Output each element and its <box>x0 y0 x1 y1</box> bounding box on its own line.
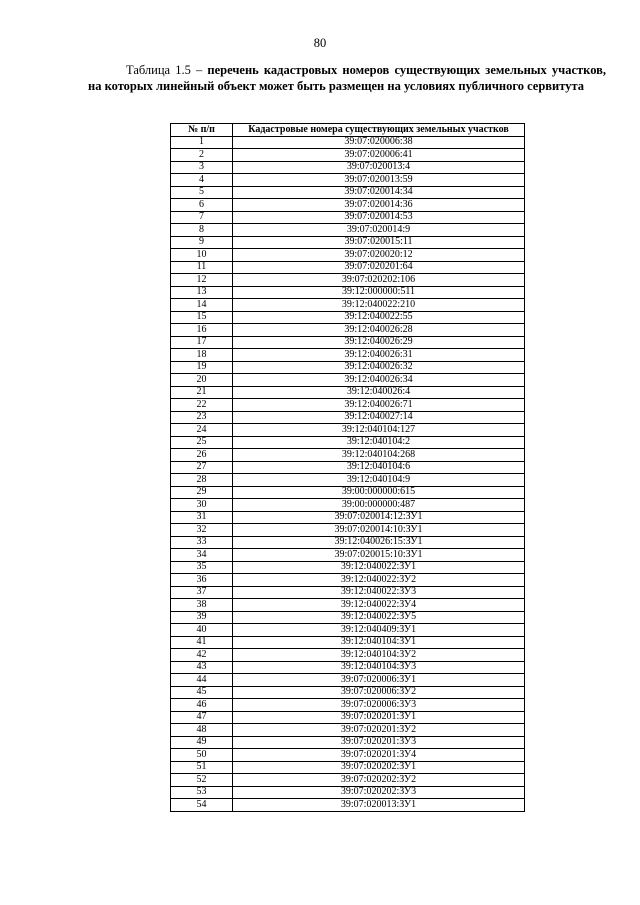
table-row <box>171 299 525 312</box>
table-row <box>171 324 525 337</box>
cadastral-number: 39:07:020014:36 <box>233 199 525 212</box>
row-number: 33 <box>171 536 233 549</box>
caption-lead: Таблица 1.5 – <box>126 63 203 77</box>
cadastral-number: 39:12:040022:55 <box>233 311 525 324</box>
row-number: 9 <box>171 236 233 249</box>
cadastral-number: 39:12:040022:ЗУ3 <box>233 586 525 599</box>
cadastral-number: 39:07:020015:11 <box>233 236 525 249</box>
table-row <box>171 561 525 574</box>
table-row <box>171 524 525 537</box>
table-row <box>171 399 525 412</box>
row-number: 37 <box>171 586 233 599</box>
table-row <box>171 274 525 287</box>
table-row <box>171 186 525 199</box>
header-cadastral: Кадастровые номера существующих земельных участков <box>233 124 525 137</box>
row-number: 40 <box>171 624 233 637</box>
table-row <box>171 799 525 812</box>
table-row <box>171 486 525 499</box>
table-row <box>171 286 525 299</box>
table-row <box>171 136 525 149</box>
row-number: 18 <box>171 349 233 362</box>
cadastral-number: 39:12:040104:ЗУ2 <box>233 649 525 662</box>
row-number: 7 <box>171 211 233 224</box>
row-number: 32 <box>171 524 233 537</box>
cadastral-number: 39:12:040104:9 <box>233 474 525 487</box>
table-row <box>171 686 525 699</box>
row-number: 17 <box>171 336 233 349</box>
row-number: 31 <box>171 511 233 524</box>
cadastral-numbers-table <box>170 123 525 812</box>
table-row <box>171 636 525 649</box>
row-number: 26 <box>171 449 233 462</box>
cadastral-number: 39:00:000000:615 <box>233 486 525 499</box>
cadastral-number: 39:12:040409:ЗУ1 <box>233 624 525 637</box>
row-number: 29 <box>171 486 233 499</box>
row-number: 13 <box>171 286 233 299</box>
cadastral-number: 39:07:020020:12 <box>233 249 525 262</box>
table-row <box>171 424 525 437</box>
row-number: 42 <box>171 649 233 662</box>
row-number: 1 <box>171 136 233 149</box>
row-number: 43 <box>171 661 233 674</box>
row-number: 6 <box>171 199 233 212</box>
table-row <box>171 786 525 799</box>
table-row <box>171 474 525 487</box>
cadastral-number: 39:12:040104:2 <box>233 436 525 449</box>
table-row <box>171 161 525 174</box>
table-row <box>171 461 525 474</box>
cadastral-number: 39:12:040026:31 <box>233 349 525 362</box>
cadastral-number: 39:07:020202:106 <box>233 274 525 287</box>
table-row <box>171 624 525 637</box>
row-number: 27 <box>171 461 233 474</box>
cadastral-number: 39:07:020201:ЗУ3 <box>233 736 525 749</box>
row-number: 3 <box>171 161 233 174</box>
row-number: 53 <box>171 786 233 799</box>
table-row <box>171 674 525 687</box>
table-row <box>171 699 525 712</box>
cadastral-number: 39:12:040026:32 <box>233 361 525 374</box>
row-number: 12 <box>171 274 233 287</box>
table-row <box>171 599 525 612</box>
cadastral-number: 39:12:040022:ЗУ4 <box>233 599 525 612</box>
table-row <box>171 611 525 624</box>
cadastral-number: 39:07:020014:53 <box>233 211 525 224</box>
cadastral-number: 39:07:020014:12:ЗУ1 <box>233 511 525 524</box>
row-number: 38 <box>171 599 233 612</box>
cadastral-number: 39:07:020013:ЗУ1 <box>233 799 525 812</box>
row-number: 14 <box>171 299 233 312</box>
table-row <box>171 249 525 262</box>
cadastral-number: 39:07:020006:41 <box>233 149 525 162</box>
cadastral-number: 39:12:040104:ЗУ1 <box>233 636 525 649</box>
row-number: 48 <box>171 724 233 737</box>
table-row <box>171 411 525 424</box>
row-number: 49 <box>171 736 233 749</box>
table-row <box>171 174 525 187</box>
table-row <box>171 386 525 399</box>
cadastral-number: 39:07:020013:59 <box>233 174 525 187</box>
row-number: 22 <box>171 399 233 412</box>
row-number: 45 <box>171 686 233 699</box>
row-number: 46 <box>171 699 233 712</box>
row-number: 16 <box>171 324 233 337</box>
row-number: 51 <box>171 761 233 774</box>
row-number: 50 <box>171 749 233 762</box>
cadastral-number: 39:12:040026:4 <box>233 386 525 399</box>
row-number: 19 <box>171 361 233 374</box>
row-number: 4 <box>171 174 233 187</box>
row-number: 21 <box>171 386 233 399</box>
table-row <box>171 724 525 737</box>
row-number: 39 <box>171 611 233 624</box>
cadastral-number: 39:07:020201:64 <box>233 261 525 274</box>
table-row <box>171 449 525 462</box>
cadastral-number: 39:12:040022:ЗУ2 <box>233 574 525 587</box>
table-row <box>171 649 525 662</box>
cadastral-number: 39:12:040026:28 <box>233 324 525 337</box>
table-row <box>171 536 525 549</box>
cadastral-number: 39:12:040022:ЗУ1 <box>233 561 525 574</box>
table-row <box>171 661 525 674</box>
table-row <box>171 211 525 224</box>
table-row <box>171 224 525 237</box>
cadastral-number: 39:07:020014:10:ЗУ1 <box>233 524 525 537</box>
table-row <box>171 761 525 774</box>
caption-title: перечень кадастровых номеров существующих земельных участков, на которых линейный объект может быть размещен на условиях публичного сервитута <box>88 63 607 93</box>
cadastral-number: 39:07:020006:ЗУ1 <box>233 674 525 687</box>
table-row <box>171 574 525 587</box>
table-row <box>171 374 525 387</box>
table-row <box>171 349 525 362</box>
cadastral-number: 39:07:020014:34 <box>233 186 525 199</box>
table-row <box>171 236 525 249</box>
row-number: 35 <box>171 561 233 574</box>
table-row <box>171 586 525 599</box>
cadastral-number: 39:07:020006:38 <box>233 136 525 149</box>
row-number: 24 <box>171 424 233 437</box>
cadastral-number: 39:12:040027:14 <box>233 411 525 424</box>
cadastral-number: 39:12:040104:6 <box>233 461 525 474</box>
row-number: 30 <box>171 499 233 512</box>
cadastral-number: 39:07:020201:ЗУ4 <box>233 749 525 762</box>
row-number: 5 <box>171 186 233 199</box>
cadastral-number: 39:12:040026:34 <box>233 374 525 387</box>
table-caption <box>88 62 606 94</box>
table-row <box>171 261 525 274</box>
table-row <box>171 711 525 724</box>
row-number: 28 <box>171 474 233 487</box>
table-header-row <box>171 124 525 137</box>
cadastral-number: 39:07:020201:ЗУ2 <box>233 724 525 737</box>
cadastral-number: 39:12:040104:127 <box>233 424 525 437</box>
table-row <box>171 749 525 762</box>
page-number: 80 <box>313 36 327 50</box>
row-number: 10 <box>171 249 233 262</box>
table-row <box>171 336 525 349</box>
cadastral-number: 39:12:040026:71 <box>233 399 525 412</box>
table-body <box>171 136 525 811</box>
row-number: 54 <box>171 799 233 812</box>
cadastral-number: 39:07:020202:ЗУ3 <box>233 786 525 799</box>
row-number: 47 <box>171 711 233 724</box>
table-row <box>171 199 525 212</box>
row-number: 34 <box>171 549 233 562</box>
cadastral-number: 39:07:020014:9 <box>233 224 525 237</box>
cadastral-number: 39:07:020201:ЗУ1 <box>233 711 525 724</box>
table-row <box>171 549 525 562</box>
cadastral-number: 39:12:040022:210 <box>233 299 525 312</box>
cadastral-number: 39:07:020006:ЗУ2 <box>233 686 525 699</box>
table-row <box>171 736 525 749</box>
cadastral-number: 39:07:020013:4 <box>233 161 525 174</box>
row-number: 52 <box>171 774 233 787</box>
cadastral-number: 39:12:040022:ЗУ5 <box>233 611 525 624</box>
header-number: № п/п <box>171 124 233 137</box>
cadastral-number: 39:07:020202:ЗУ1 <box>233 761 525 774</box>
table-row <box>171 149 525 162</box>
table-row <box>171 499 525 512</box>
row-number: 44 <box>171 674 233 687</box>
table-row <box>171 361 525 374</box>
cadastral-number: 39:07:020006:ЗУ3 <box>233 699 525 712</box>
row-number: 41 <box>171 636 233 649</box>
row-number: 20 <box>171 374 233 387</box>
cadastral-number: 39:00:000000:487 <box>233 499 525 512</box>
cadastral-number: 39:12:000000:511 <box>233 286 525 299</box>
row-number: 25 <box>171 436 233 449</box>
table-row <box>171 511 525 524</box>
table-row <box>171 774 525 787</box>
cadastral-number: 39:12:040104:268 <box>233 449 525 462</box>
cadastral-number: 39:07:020202:ЗУ2 <box>233 774 525 787</box>
row-number: 23 <box>171 411 233 424</box>
row-number: 8 <box>171 224 233 237</box>
cadastral-number: 39:12:040026:15:ЗУ1 <box>233 536 525 549</box>
row-number: 15 <box>171 311 233 324</box>
cadastral-number: 39:07:020015:10:ЗУ1 <box>233 549 525 562</box>
cadastral-number: 39:12:040026:29 <box>233 336 525 349</box>
table-row <box>171 436 525 449</box>
row-number: 36 <box>171 574 233 587</box>
cadastral-number: 39:12:040104:ЗУ3 <box>233 661 525 674</box>
row-number: 11 <box>171 261 233 274</box>
row-number: 2 <box>171 149 233 162</box>
table-row <box>171 311 525 324</box>
